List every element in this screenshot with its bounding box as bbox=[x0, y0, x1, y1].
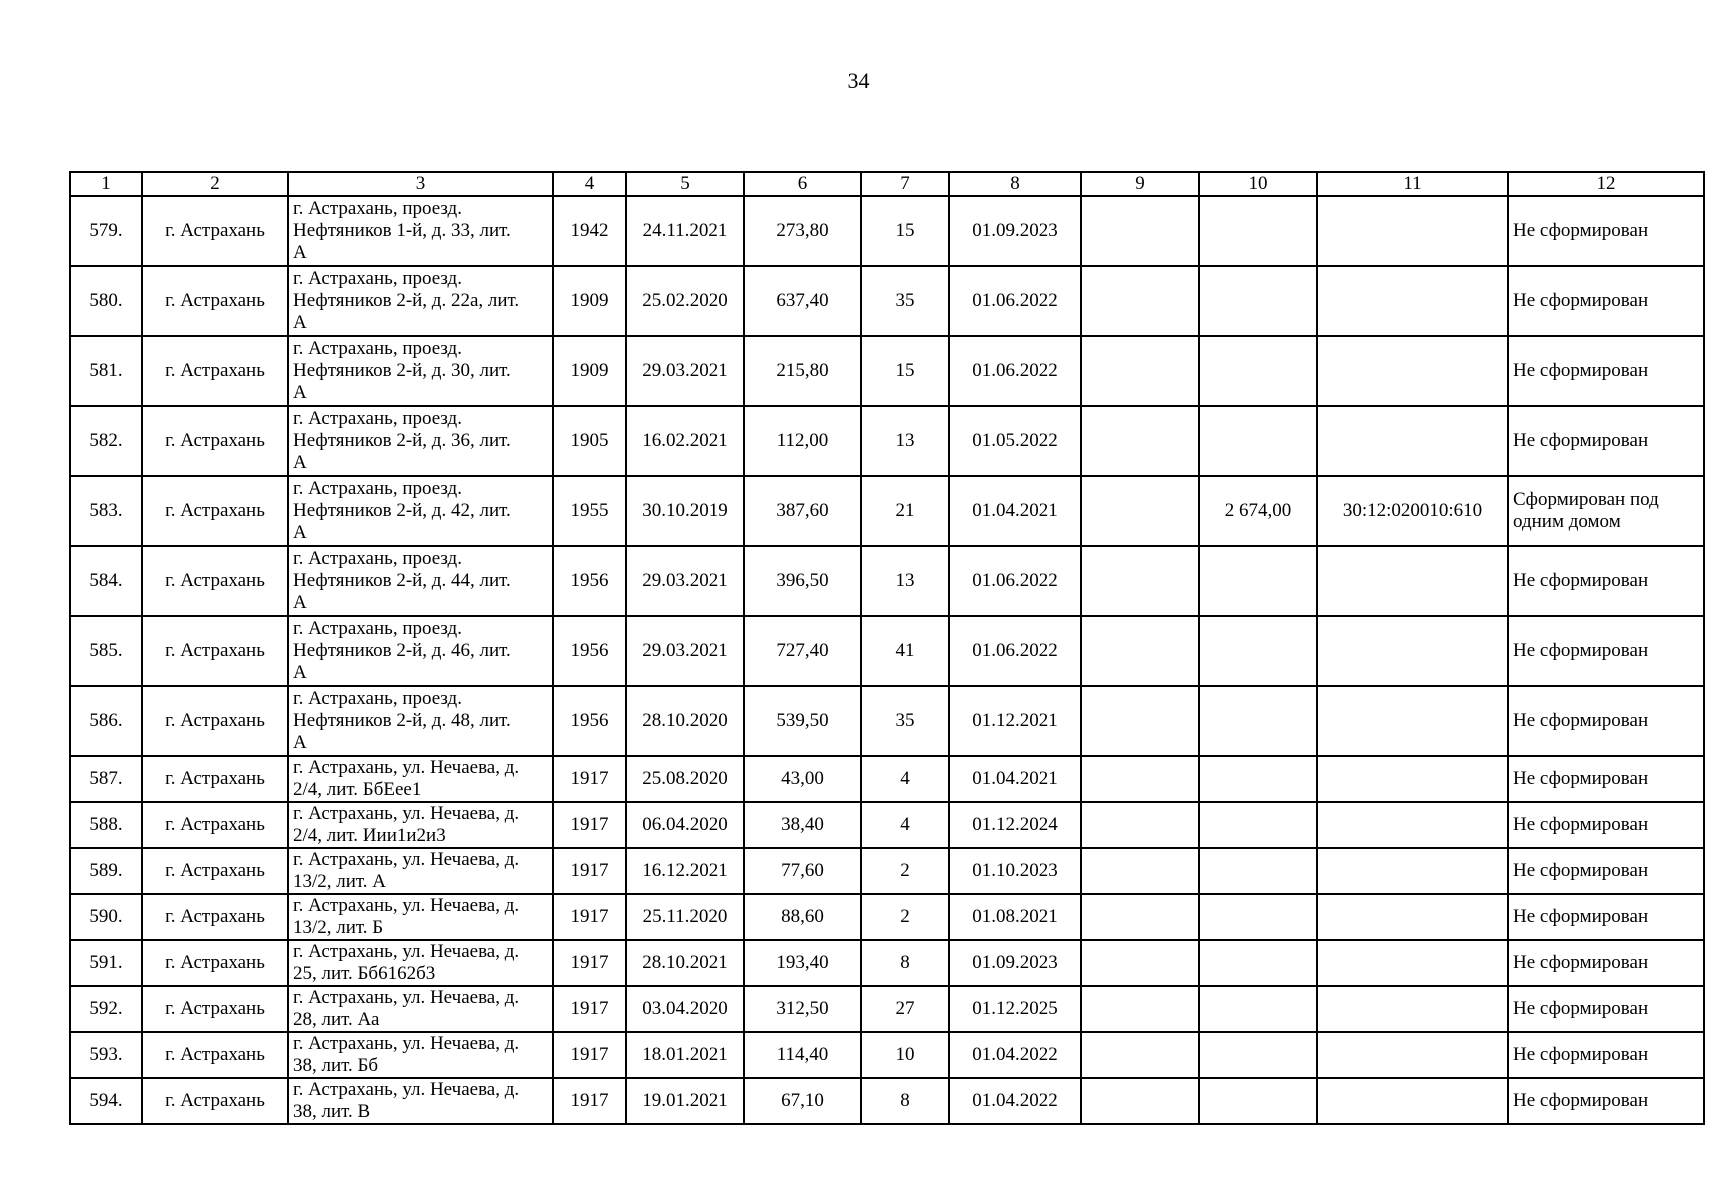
deadline-cell: 01.09.2023 bbox=[949, 940, 1081, 986]
land-status-cell: Не сформирован bbox=[1508, 266, 1704, 336]
column-header: 3 bbox=[288, 172, 553, 196]
land-area-cell bbox=[1199, 546, 1317, 616]
address-line: г. Астрахань, проезд. bbox=[293, 408, 462, 429]
date-cell: 28.10.2021 bbox=[626, 940, 744, 986]
settlement-cell: г. Астрахань bbox=[142, 686, 288, 756]
table-row bbox=[70, 616, 1704, 686]
cadastral-number-cell bbox=[1317, 756, 1508, 802]
settlement-cell: г. Астрахань bbox=[142, 476, 288, 546]
table-row bbox=[70, 686, 1704, 756]
cadastral-number-cell bbox=[1317, 848, 1508, 894]
address-cell bbox=[288, 266, 553, 336]
address-line: А bbox=[293, 452, 307, 473]
land-area-cell bbox=[1199, 986, 1317, 1032]
column-header: 7 bbox=[861, 172, 949, 196]
row-number-cell: 581. bbox=[70, 336, 142, 406]
table-row bbox=[70, 1078, 1704, 1124]
table-row bbox=[70, 336, 1704, 406]
cadastral-number-cell bbox=[1317, 1078, 1508, 1124]
residents-cell: 13 bbox=[861, 406, 949, 476]
row-number-cell: 593. bbox=[70, 1032, 142, 1078]
area-cell: 114,40 bbox=[744, 1032, 861, 1078]
column-9-cell bbox=[1081, 476, 1199, 546]
settlement-cell: г. Астрахань bbox=[142, 336, 288, 406]
settlement-cell: г. Астрахань bbox=[142, 616, 288, 686]
table-row bbox=[70, 406, 1704, 476]
land-area-cell bbox=[1199, 196, 1317, 266]
address-line: г. Астрахань, проезд. bbox=[293, 618, 462, 639]
settlement-cell: г. Астрахань bbox=[142, 986, 288, 1032]
date-cell: 24.11.2021 bbox=[626, 196, 744, 266]
row-number-cell: 588. bbox=[70, 802, 142, 848]
cadastral-number-cell bbox=[1317, 894, 1508, 940]
date-cell: 18.01.2021 bbox=[626, 1032, 744, 1078]
column-9-cell bbox=[1081, 336, 1199, 406]
address-line: Нефтяников 2-й, д. 30, лит. bbox=[293, 360, 511, 381]
table-row bbox=[70, 848, 1704, 894]
table-row bbox=[70, 546, 1704, 616]
year-cell: 1917 bbox=[553, 1032, 626, 1078]
address-line: А bbox=[293, 522, 307, 543]
address-line: Нефтяников 2-й, д. 44, лит. bbox=[293, 570, 511, 591]
area-cell: 396,50 bbox=[744, 546, 861, 616]
residents-cell: 4 bbox=[861, 756, 949, 802]
area-cell: 539,50 bbox=[744, 686, 861, 756]
year-cell: 1942 bbox=[553, 196, 626, 266]
cadastral-number-cell bbox=[1317, 336, 1508, 406]
address-line: А bbox=[293, 662, 307, 683]
cadastral-number-cell bbox=[1317, 986, 1508, 1032]
deadline-cell: 01.12.2025 bbox=[949, 986, 1081, 1032]
area-cell: 312,50 bbox=[744, 986, 861, 1032]
year-cell: 1905 bbox=[553, 406, 626, 476]
column-9-cell bbox=[1081, 686, 1199, 756]
deadline-cell: 01.04.2021 bbox=[949, 476, 1081, 546]
land-area-cell: 2 674,00 bbox=[1199, 476, 1317, 546]
cadastral-number-cell bbox=[1317, 196, 1508, 266]
land-status-cell: Не сформирован bbox=[1508, 802, 1704, 848]
settlement-cell: г. Астрахань bbox=[142, 848, 288, 894]
address-line: г. Астрахань, проезд. bbox=[293, 478, 462, 499]
date-cell: 16.02.2021 bbox=[626, 406, 744, 476]
year-cell: 1917 bbox=[553, 986, 626, 1032]
land-area-cell bbox=[1199, 336, 1317, 406]
column-9-cell bbox=[1081, 756, 1199, 802]
row-number-cell: 592. bbox=[70, 986, 142, 1032]
residents-cell: 15 bbox=[861, 336, 949, 406]
address-line: Нефтяников 2-й, д. 42, лит. bbox=[293, 500, 511, 521]
deadline-cell: 01.04.2021 bbox=[949, 756, 1081, 802]
column-9-cell bbox=[1081, 894, 1199, 940]
row-number-cell: 580. bbox=[70, 266, 142, 336]
deadline-cell: 01.09.2023 bbox=[949, 196, 1081, 266]
residents-cell: 2 bbox=[861, 848, 949, 894]
land-area-cell bbox=[1199, 1032, 1317, 1078]
address-line: А bbox=[293, 732, 307, 753]
land-status-cell: Не сформирован bbox=[1508, 686, 1704, 756]
column-9-cell bbox=[1081, 802, 1199, 848]
land-area-cell bbox=[1199, 802, 1317, 848]
column-9-cell bbox=[1081, 848, 1199, 894]
page-number: 34 bbox=[847, 68, 870, 93]
address-cell bbox=[288, 756, 553, 802]
settlement-cell: г. Астрахань bbox=[142, 756, 288, 802]
residents-cell: 35 bbox=[861, 686, 949, 756]
column-9-cell bbox=[1081, 196, 1199, 266]
deadline-cell: 01.05.2022 bbox=[949, 406, 1081, 476]
cadastral-number-cell bbox=[1317, 1032, 1508, 1078]
table-row bbox=[70, 894, 1704, 940]
column-header: 6 bbox=[744, 172, 861, 196]
address-line: Нефтяников 2-й, д. 48, лит. bbox=[293, 710, 511, 731]
row-number-cell: 594. bbox=[70, 1078, 142, 1124]
cadastral-number-cell bbox=[1317, 686, 1508, 756]
area-cell: 112,00 bbox=[744, 406, 861, 476]
land-area-cell bbox=[1199, 616, 1317, 686]
land-area-cell bbox=[1199, 940, 1317, 986]
deadline-cell: 01.06.2022 bbox=[949, 616, 1081, 686]
address-line: г. Астрахань, проезд. bbox=[293, 688, 462, 709]
row-number-cell: 586. bbox=[70, 686, 142, 756]
deadline-cell: 01.06.2022 bbox=[949, 266, 1081, 336]
deadline-cell: 01.12.2021 bbox=[949, 686, 1081, 756]
address-line: А bbox=[293, 242, 307, 263]
area-cell: 77,60 bbox=[744, 848, 861, 894]
land-area-cell bbox=[1199, 686, 1317, 756]
residents-cell: 8 bbox=[861, 1078, 949, 1124]
housing-registry-table bbox=[69, 171, 1705, 1125]
address-line: 28, лит. Аа bbox=[293, 1009, 380, 1030]
cadastral-number-cell: 30:12:020010:610 bbox=[1317, 476, 1508, 546]
table-header-row bbox=[70, 172, 1704, 196]
cadastral-number-cell bbox=[1317, 546, 1508, 616]
address-cell bbox=[288, 1078, 553, 1124]
address-line: 38, лит. В bbox=[293, 1101, 371, 1122]
column-9-cell bbox=[1081, 940, 1199, 986]
column-header: 10 bbox=[1199, 172, 1317, 196]
date-cell: 06.04.2020 bbox=[626, 802, 744, 848]
table-body bbox=[70, 196, 1704, 1124]
residents-cell: 4 bbox=[861, 802, 949, 848]
address-line: г. Астрахань, проезд. bbox=[293, 548, 462, 569]
address-cell bbox=[288, 940, 553, 986]
address-line: Нефтяников 2-й, д. 22а, лит. bbox=[293, 290, 520, 311]
column-9-cell bbox=[1081, 1032, 1199, 1078]
area-cell: 43,00 bbox=[744, 756, 861, 802]
address-cell bbox=[288, 196, 553, 266]
address-line: г. Астрахань, ул. Нечаева, д. bbox=[293, 941, 520, 962]
table-row bbox=[70, 1032, 1704, 1078]
table-row bbox=[70, 266, 1704, 336]
row-number-cell: 579. bbox=[70, 196, 142, 266]
settlement-cell: г. Астрахань bbox=[142, 1032, 288, 1078]
settlement-cell: г. Астрахань bbox=[142, 894, 288, 940]
area-cell: 193,40 bbox=[744, 940, 861, 986]
column-header: 5 bbox=[626, 172, 744, 196]
row-number-cell: 584. bbox=[70, 546, 142, 616]
date-cell: 29.03.2021 bbox=[626, 616, 744, 686]
residents-cell: 27 bbox=[861, 986, 949, 1032]
column-9-cell bbox=[1081, 546, 1199, 616]
year-cell: 1956 bbox=[553, 686, 626, 756]
address-line: А bbox=[293, 382, 307, 403]
deadline-cell: 01.04.2022 bbox=[949, 1032, 1081, 1078]
land-status-cell: Не сформирован bbox=[1508, 196, 1704, 266]
date-cell: 25.11.2020 bbox=[626, 894, 744, 940]
date-cell: 25.08.2020 bbox=[626, 756, 744, 802]
table-row bbox=[70, 756, 1704, 802]
land-area-cell bbox=[1199, 266, 1317, 336]
year-cell: 1909 bbox=[553, 336, 626, 406]
settlement-cell: г. Астрахань bbox=[142, 406, 288, 476]
year-cell: 1917 bbox=[553, 848, 626, 894]
address-cell bbox=[288, 686, 553, 756]
residents-cell: 2 bbox=[861, 894, 949, 940]
address-line: 13/2, лит. А bbox=[293, 871, 387, 892]
column-9-cell bbox=[1081, 986, 1199, 1032]
date-cell: 30.10.2019 bbox=[626, 476, 744, 546]
address-line: г. Астрахань, ул. Нечаева, д. bbox=[293, 1033, 520, 1054]
residents-cell: 10 bbox=[861, 1032, 949, 1078]
year-cell: 1917 bbox=[553, 756, 626, 802]
row-number-cell: 590. bbox=[70, 894, 142, 940]
address-cell bbox=[288, 894, 553, 940]
deadline-cell: 01.08.2021 bbox=[949, 894, 1081, 940]
table-row bbox=[70, 196, 1704, 266]
row-number-cell: 589. bbox=[70, 848, 142, 894]
address-cell bbox=[288, 616, 553, 686]
land-status-cell: Не сформирован bbox=[1508, 756, 1704, 802]
address-cell bbox=[288, 336, 553, 406]
area-cell: 637,40 bbox=[744, 266, 861, 336]
residents-cell: 8 bbox=[861, 940, 949, 986]
address-line: г. Астрахань, проезд. bbox=[293, 268, 462, 289]
land-status-cell: Не сформирован bbox=[1508, 336, 1704, 406]
area-cell: 727,40 bbox=[744, 616, 861, 686]
column-header: 4 bbox=[553, 172, 626, 196]
row-number-cell: 587. bbox=[70, 756, 142, 802]
column-header: 12 bbox=[1508, 172, 1704, 196]
column-header: 2 bbox=[142, 172, 288, 196]
row-number-cell: 591. bbox=[70, 940, 142, 986]
address-line: 13/2, лит. Б bbox=[293, 917, 384, 938]
table-row bbox=[70, 940, 1704, 986]
address-line: г. Астрахань, проезд. bbox=[293, 198, 462, 219]
address-line: г. Астрахань, ул. Нечаева, д. bbox=[293, 895, 520, 916]
area-cell: 88,60 bbox=[744, 894, 861, 940]
deadline-cell: 01.04.2022 bbox=[949, 1078, 1081, 1124]
column-header: 11 bbox=[1317, 172, 1508, 196]
row-number-cell: 583. bbox=[70, 476, 142, 546]
deadline-cell: 01.12.2024 bbox=[949, 802, 1081, 848]
table-row bbox=[70, 986, 1704, 1032]
column-9-cell bbox=[1081, 1078, 1199, 1124]
residents-cell: 35 bbox=[861, 266, 949, 336]
address-line: г. Астрахань, ул. Нечаева, д. bbox=[293, 849, 520, 870]
land-area-cell bbox=[1199, 894, 1317, 940]
address-line: г. Астрахань, ул. Нечаева, д. bbox=[293, 757, 520, 778]
date-cell: 19.01.2021 bbox=[626, 1078, 744, 1124]
deadline-cell: 01.10.2023 bbox=[949, 848, 1081, 894]
address-line: 38, лит. Бб bbox=[293, 1055, 379, 1076]
address-line: Нефтяников 1-й, д. 33, лит. bbox=[293, 220, 511, 241]
land-status-cell: Не сформирован bbox=[1508, 1078, 1704, 1124]
land-area-cell bbox=[1199, 1078, 1317, 1124]
year-cell: 1955 bbox=[553, 476, 626, 546]
date-cell: 29.03.2021 bbox=[626, 546, 744, 616]
land-status-cell: Не сформирован bbox=[1508, 406, 1704, 476]
residents-cell: 15 bbox=[861, 196, 949, 266]
address-line: 2/4, лит. БбЕее1 bbox=[293, 779, 422, 800]
land-status-cell: Сформирован под одним домом bbox=[1508, 476, 1704, 546]
land-status-cell: Не сформирован bbox=[1508, 616, 1704, 686]
address-cell bbox=[288, 986, 553, 1032]
area-cell: 38,40 bbox=[744, 802, 861, 848]
address-line: г. Астрахань, проезд. bbox=[293, 338, 462, 359]
address-line: 25, лит. Бб6162б3 bbox=[293, 963, 436, 984]
address-cell bbox=[288, 1032, 553, 1078]
settlement-cell: г. Астрахань bbox=[142, 546, 288, 616]
year-cell: 1909 bbox=[553, 266, 626, 336]
column-9-cell bbox=[1081, 266, 1199, 336]
year-cell: 1956 bbox=[553, 616, 626, 686]
land-area-cell bbox=[1199, 756, 1317, 802]
row-number-cell: 585. bbox=[70, 616, 142, 686]
address-line: Нефтяников 2-й, д. 46, лит. bbox=[293, 640, 511, 661]
address-line: г. Астрахань, ул. Нечаева, д. bbox=[293, 1079, 520, 1100]
residents-cell: 13 bbox=[861, 546, 949, 616]
cadastral-number-cell bbox=[1317, 616, 1508, 686]
cadastral-number-cell bbox=[1317, 940, 1508, 986]
address-line: г. Астрахань, ул. Нечаева, д. bbox=[293, 803, 520, 824]
table-row bbox=[70, 476, 1704, 546]
address-line: 2/4, лит. Иии1и2и3 bbox=[293, 825, 446, 846]
address-line: А bbox=[293, 592, 307, 613]
address-line: А bbox=[293, 312, 307, 333]
column-header: 1 bbox=[70, 172, 142, 196]
year-cell: 1956 bbox=[553, 546, 626, 616]
settlement-cell: г. Астрахань bbox=[142, 1078, 288, 1124]
area-cell: 387,60 bbox=[744, 476, 861, 546]
cadastral-number-cell bbox=[1317, 802, 1508, 848]
settlement-cell: г. Астрахань bbox=[142, 196, 288, 266]
cadastral-number-cell bbox=[1317, 406, 1508, 476]
address-cell bbox=[288, 476, 553, 546]
residents-cell: 41 bbox=[861, 616, 949, 686]
date-cell: 25.02.2020 bbox=[626, 266, 744, 336]
area-cell: 273,80 bbox=[744, 196, 861, 266]
year-cell: 1917 bbox=[553, 894, 626, 940]
deadline-cell: 01.06.2022 bbox=[949, 546, 1081, 616]
land-status-cell: Не сформирован bbox=[1508, 848, 1704, 894]
date-cell: 16.12.2021 bbox=[626, 848, 744, 894]
settlement-cell: г. Астрахань bbox=[142, 802, 288, 848]
column-9-cell bbox=[1081, 616, 1199, 686]
area-cell: 67,10 bbox=[744, 1078, 861, 1124]
land-status-cell: Не сформирован bbox=[1508, 1032, 1704, 1078]
column-header: 9 bbox=[1081, 172, 1199, 196]
column-9-cell bbox=[1081, 406, 1199, 476]
land-status-cell: Не сформирован bbox=[1508, 546, 1704, 616]
land-status-cell: Не сформирован bbox=[1508, 894, 1704, 940]
date-cell: 03.04.2020 bbox=[626, 986, 744, 1032]
year-cell: 1917 bbox=[553, 1078, 626, 1124]
area-cell: 215,80 bbox=[744, 336, 861, 406]
land-status-cell: Не сформирован bbox=[1508, 986, 1704, 1032]
date-cell: 29.03.2021 bbox=[626, 336, 744, 406]
address-cell bbox=[288, 848, 553, 894]
address-line: Нефтяников 2-й, д. 36, лит. bbox=[293, 430, 511, 451]
cadastral-number-cell bbox=[1317, 266, 1508, 336]
deadline-cell: 01.06.2022 bbox=[949, 336, 1081, 406]
column-header: 8 bbox=[949, 172, 1081, 196]
land-status-cell: Не сформирован bbox=[1508, 940, 1704, 986]
settlement-cell: г. Астрахань bbox=[142, 266, 288, 336]
address-cell bbox=[288, 406, 553, 476]
address-line: г. Астрахань, ул. Нечаева, д. bbox=[293, 987, 520, 1008]
year-cell: 1917 bbox=[553, 940, 626, 986]
year-cell: 1917 bbox=[553, 802, 626, 848]
address-cell bbox=[288, 546, 553, 616]
settlement-cell: г. Астрахань bbox=[142, 940, 288, 986]
table-row bbox=[70, 802, 1704, 848]
row-number-cell: 582. bbox=[70, 406, 142, 476]
land-area-cell bbox=[1199, 406, 1317, 476]
residents-cell: 21 bbox=[861, 476, 949, 546]
date-cell: 28.10.2020 bbox=[626, 686, 744, 756]
land-area-cell bbox=[1199, 848, 1317, 894]
address-cell bbox=[288, 802, 553, 848]
